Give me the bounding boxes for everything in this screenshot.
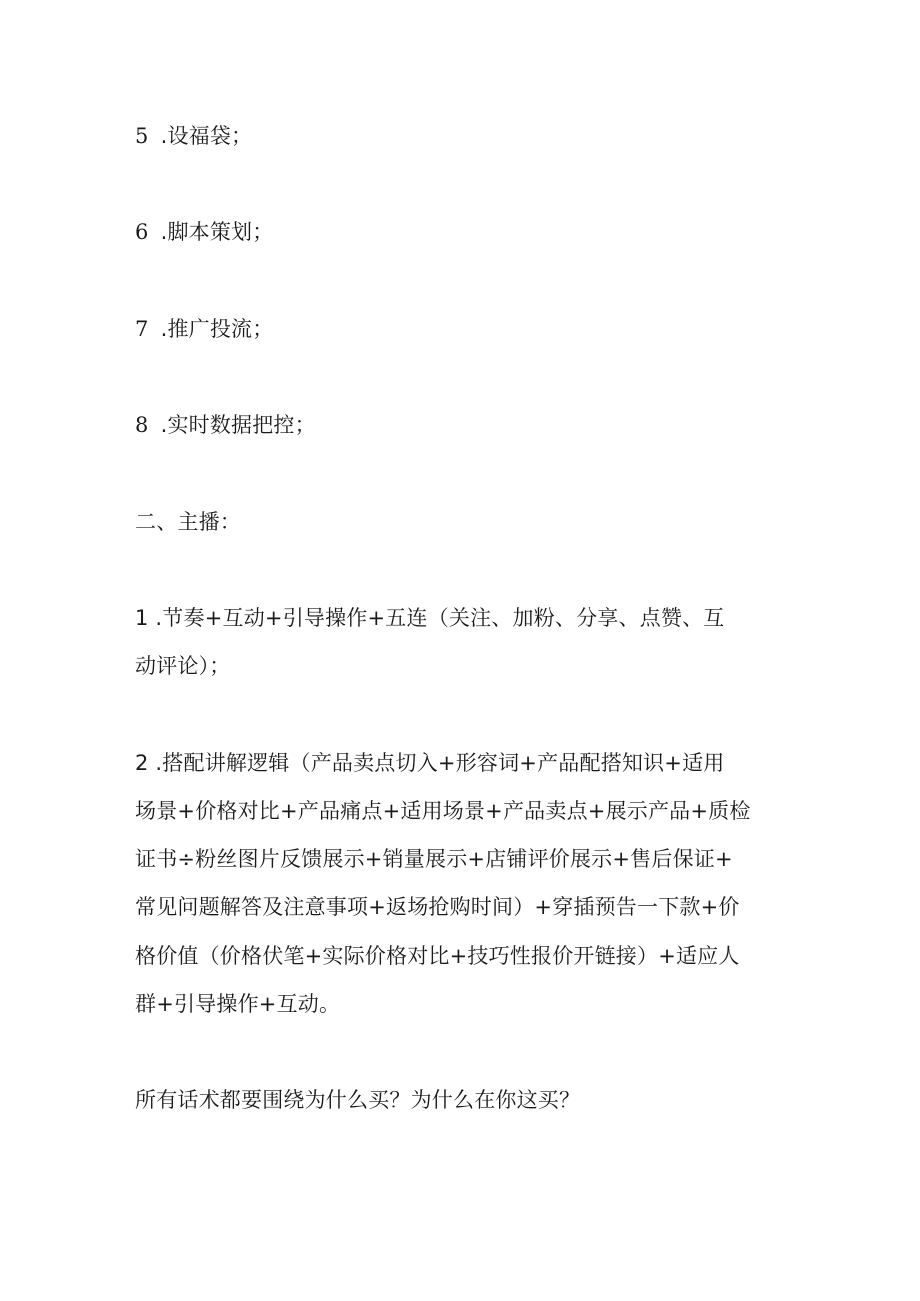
closing-text: 所有话术都要围绕为什么买？为什么在你这买？ bbox=[135, 1088, 581, 1112]
list-item-8 bbox=[135, 413, 795, 437]
list-item-6 bbox=[135, 220, 795, 244]
section-title: 二、主播： bbox=[135, 510, 241, 534]
item-text: .脚本策划； bbox=[160, 220, 274, 244]
host-item-1-line-1: 1 .节奏+互动+引导操作+五连（关注、加粉、分享、点赞、互 bbox=[135, 606, 725, 630]
host-item-2-line-6: 群+引导操作+互动。 bbox=[135, 992, 341, 1016]
item-number: 8 bbox=[135, 413, 149, 437]
host-item-2-line-4: 常见问题解答及注意事项+返场抢购时间）+穿插预告一下款+价 bbox=[135, 895, 740, 919]
host-item-1-line-2: 动评论）； bbox=[135, 654, 231, 678]
host-item-2-line-3: 证书÷粉丝图片反馈展示+销量展示+店铺评价展示+售后保证+ bbox=[135, 847, 733, 871]
host-item-2-line-5: 格价值（价格伏笔+实际价格对比+技巧性报价开链接）+适应人 bbox=[135, 944, 740, 968]
host-item-2-line-1: 2 .搭配讲解逻辑（产品卖点切入+形容词+产品配搭知识+适用 bbox=[135, 751, 725, 775]
item-number: 6 bbox=[135, 220, 149, 244]
list-item-7 bbox=[135, 317, 795, 341]
list-item-5 bbox=[135, 124, 795, 148]
item-text: .实时数据把控； bbox=[160, 413, 316, 437]
item-number: 7 bbox=[135, 317, 149, 341]
item-text: .设福袋； bbox=[160, 124, 253, 148]
item-number: 5 bbox=[135, 124, 149, 148]
host-item-2-line-2: 场景+价格对比+产品痛点+适用场景+产品卖点+展示产品+质检 bbox=[135, 799, 751, 823]
item-text: .推广投流； bbox=[160, 317, 274, 341]
